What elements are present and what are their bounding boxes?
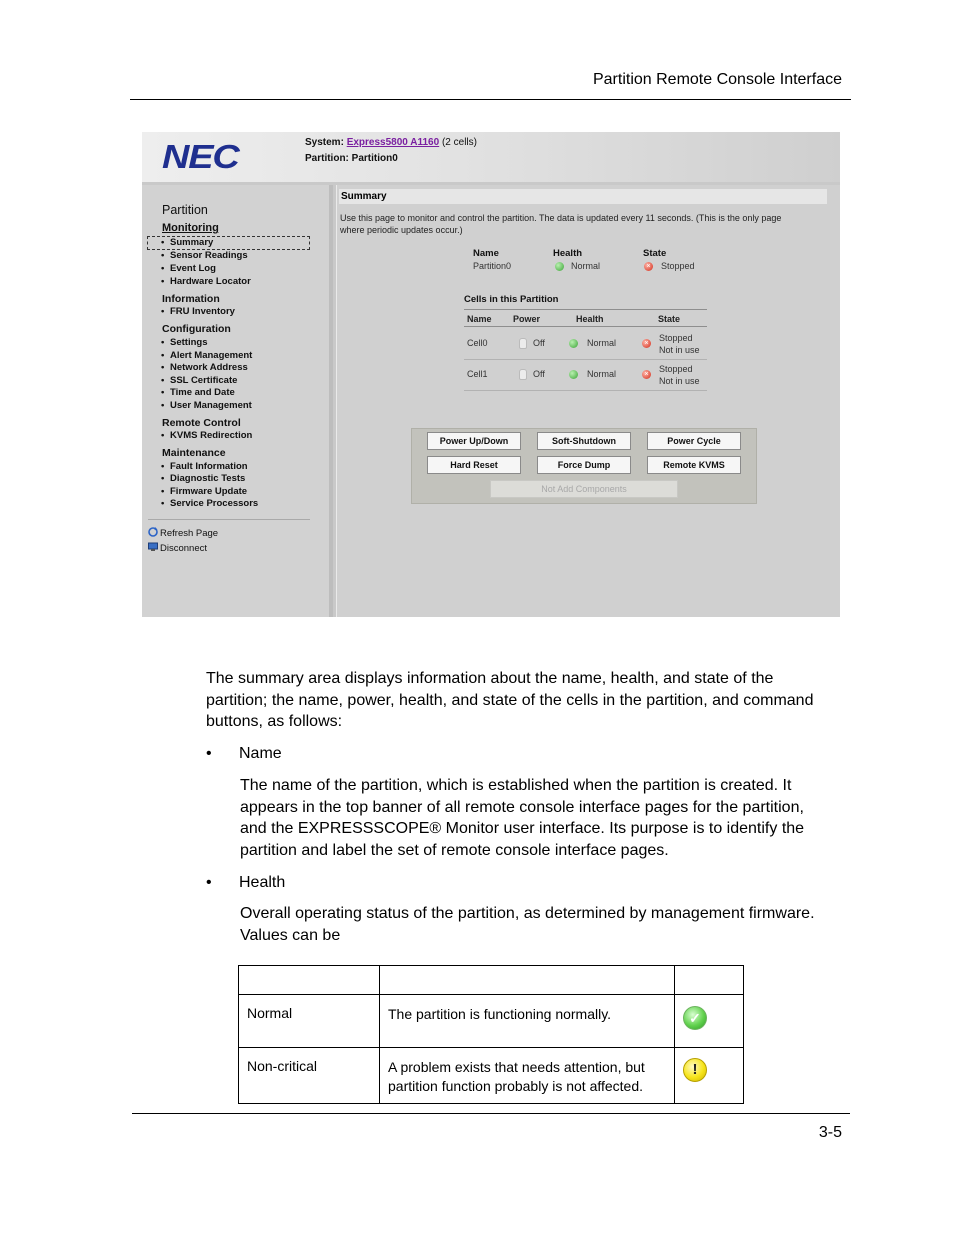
cell-power: Off xyxy=(533,338,545,348)
cells-header-name: Name xyxy=(467,314,492,324)
bullet-icon: • xyxy=(161,387,165,398)
remote-kvms-button[interactable]: Remote KVMS xyxy=(647,456,741,474)
cell-health: Normal xyxy=(587,338,617,348)
power-bulb-icon xyxy=(519,338,527,349)
table-cell xyxy=(239,966,380,995)
sidebar xyxy=(142,185,333,617)
ok-check-icon: ✓ xyxy=(683,1006,707,1030)
health-description: Overall operating status of the partition, as determined by management firmware. Values can be xyxy=(240,905,815,944)
console-screenshot xyxy=(142,132,840,617)
cells-header-state: State xyxy=(658,314,681,324)
health-icon-cell xyxy=(675,1048,744,1104)
nav-section-remote-control: Remote Control xyxy=(162,417,241,429)
cells-title: Cells in this Partition xyxy=(464,294,559,305)
nav-item-kvms-redirection[interactable]: • KVMS Redirection xyxy=(161,430,253,441)
table-row xyxy=(239,995,744,1048)
nav-section-monitoring: Monitoring xyxy=(162,222,219,234)
health-normal-icon xyxy=(555,262,564,271)
hard-reset-button[interactable]: Hard Reset xyxy=(427,456,521,474)
cell-health: Normal xyxy=(587,369,617,379)
not-add-components-button: Not Add Components xyxy=(490,480,678,498)
partition-label: Partition: xyxy=(305,153,349,164)
table-row xyxy=(239,1048,744,1104)
nav-item-service-processors[interactable]: • Service Processors xyxy=(161,498,259,509)
cells-header-power: Power xyxy=(513,314,541,324)
disconnect-icon xyxy=(148,542,158,552)
main-content xyxy=(336,185,840,617)
intro-paragraph: The summary area displays information about the name, health, and state of the partition; the name, power, health, and state of the cells in the partition, and command buttons, as follows: xyxy=(206,670,814,731)
cells-bottom-rule xyxy=(464,390,707,391)
bullet-icon: • xyxy=(161,473,165,484)
warning-icon: ! xyxy=(683,1058,707,1082)
nav-section-information: Information xyxy=(162,293,220,305)
health-value-cell: Normal xyxy=(239,995,380,1048)
partition-name-label: Name xyxy=(473,248,499,259)
state-stopped-icon: × xyxy=(642,339,651,348)
name-term: Name xyxy=(239,745,282,762)
nav-item-ssl-certificate[interactable]: • SSL Certificate xyxy=(161,375,238,386)
state-stopped-icon: × xyxy=(642,370,651,379)
partition-line xyxy=(305,153,398,164)
bullet-icon: • xyxy=(161,400,165,411)
cells-header-rule xyxy=(464,326,707,327)
bullet-icon: • xyxy=(161,306,165,317)
footer-rule xyxy=(132,1113,850,1114)
health-normal-icon xyxy=(569,370,578,379)
sidebar-heading: Partition xyxy=(162,203,208,217)
cells-row-rule xyxy=(464,359,707,360)
bullet-icon: • xyxy=(161,486,165,497)
partition-health-value: Normal xyxy=(571,261,601,271)
intro-text: Use this page to monitor and control the partition. The data is updated every 11 seconds. (This is the only page where periodic updates occur.) xyxy=(340,213,782,235)
nav-item-user-management[interactable]: • User Management xyxy=(161,400,252,411)
nav-item-diagnostic-tests[interactable]: • Diagnostic Tests xyxy=(161,473,246,484)
bullet-icon: • xyxy=(206,874,212,891)
partition-value: Partition0 xyxy=(351,153,398,164)
page-header-title: Partition Remote Console Interface xyxy=(592,71,842,88)
sidebar-divider xyxy=(148,519,310,520)
nav-item-summary[interactable]: • Summary xyxy=(161,237,214,248)
health-icon-cell xyxy=(675,995,744,1048)
nav-item-fault-information[interactable]: • Fault Information xyxy=(161,461,248,472)
partition-name-value: Partition0 xyxy=(473,261,512,271)
header-rule xyxy=(130,99,851,100)
nav-section-maintenance: Maintenance xyxy=(162,447,226,459)
bullet-icon: • xyxy=(161,430,165,441)
nav-item-alert-management[interactable]: • Alert Management xyxy=(161,350,253,361)
nav-item-firmware-update[interactable]: • Firmware Update xyxy=(161,486,248,497)
bullet-icon: • xyxy=(161,350,165,361)
bullet-icon: • xyxy=(161,276,165,287)
nav-item-sensor-readings[interactable]: • Sensor Readings xyxy=(161,250,248,261)
cells-header-health: Health xyxy=(576,314,604,324)
cell-name: Cell1 xyxy=(467,369,488,379)
nav-section-configuration: Configuration xyxy=(162,323,231,335)
table-cell xyxy=(380,966,675,995)
section-title: Summary xyxy=(339,189,827,204)
nav-item-event-log[interactable]: • Event Log xyxy=(161,263,216,274)
power-bulb-icon xyxy=(519,369,527,380)
nav-item-time-and-date[interactable]: • Time and Date xyxy=(161,387,235,398)
health-description-cell: The partition is functioning normally. xyxy=(380,995,675,1048)
bullet-icon: • xyxy=(161,362,165,373)
bullet-icon: • xyxy=(161,337,165,348)
force-dump-button[interactable]: Force Dump xyxy=(537,456,631,474)
nav-item-fru-inventory[interactable]: • FRU Inventory xyxy=(161,306,235,317)
cell-state: Stopped Not in use xyxy=(659,333,700,355)
system-link[interactable]: Express5800 A1160 xyxy=(346,137,440,148)
bullet-icon: • xyxy=(161,461,165,472)
bullet-icon: • xyxy=(161,237,165,248)
system-suffix: (2 cells) xyxy=(441,137,477,148)
table-cell xyxy=(675,966,744,995)
soft-shutdown-button[interactable]: Soft-Shutdown xyxy=(537,432,631,450)
bullet-icon: • xyxy=(206,745,212,762)
banner xyxy=(142,132,840,182)
page-number: 3-5 xyxy=(818,1124,842,1141)
partition-state-label: State xyxy=(643,248,667,259)
power-updown-button[interactable]: Power Up/Down xyxy=(427,432,521,450)
power-cycle-button[interactable]: Power Cycle xyxy=(647,432,741,450)
refresh-icon xyxy=(148,527,158,537)
disconnect-link[interactable]: Disconnect xyxy=(148,542,207,554)
system-line xyxy=(305,137,477,148)
bullet-icon: • xyxy=(161,263,165,274)
bullet-icon: • xyxy=(161,250,165,261)
health-term: Health xyxy=(239,874,286,891)
health-values-table xyxy=(238,965,744,1104)
cell-name: Cell0 xyxy=(467,338,488,348)
bullet-icon: • xyxy=(161,375,165,386)
cell-state: Stopped Not in use xyxy=(659,364,700,386)
cell-power: Off xyxy=(533,369,545,379)
nav-item-settings[interactable]: • Settings xyxy=(161,337,208,348)
name-description: The name of the partition, which is established when the partition is created. It appears in the top banner of all remote console interface pages for the partition, and the EXPRESSSCOPE® Monitor user interface. Its purpose is to identify the partition and label the set of remote console interface pages. xyxy=(240,777,805,860)
table-header-row xyxy=(239,966,744,995)
system-label: System: xyxy=(305,137,344,148)
bullet-icon: • xyxy=(161,498,165,509)
health-normal-icon xyxy=(569,339,578,348)
nav-item-hardware-locator[interactable]: • Hardware Locator xyxy=(161,276,251,287)
refresh-page-link[interactable]: Refresh Page xyxy=(148,527,218,539)
command-panel xyxy=(411,428,757,504)
cells-top-rule xyxy=(464,309,707,310)
health-value-cell: Non-critical xyxy=(239,1048,380,1104)
partition-state-value: Stopped xyxy=(661,261,695,271)
state-stopped-icon: × xyxy=(644,262,653,271)
health-description-cell: A problem exists that needs attention, but partition function probably is not affected. xyxy=(380,1048,675,1104)
partition-health-label: Health xyxy=(553,248,583,259)
nec-logo: NEC xyxy=(162,138,239,175)
nav-item-network-address[interactable]: • Network Address xyxy=(161,362,248,373)
